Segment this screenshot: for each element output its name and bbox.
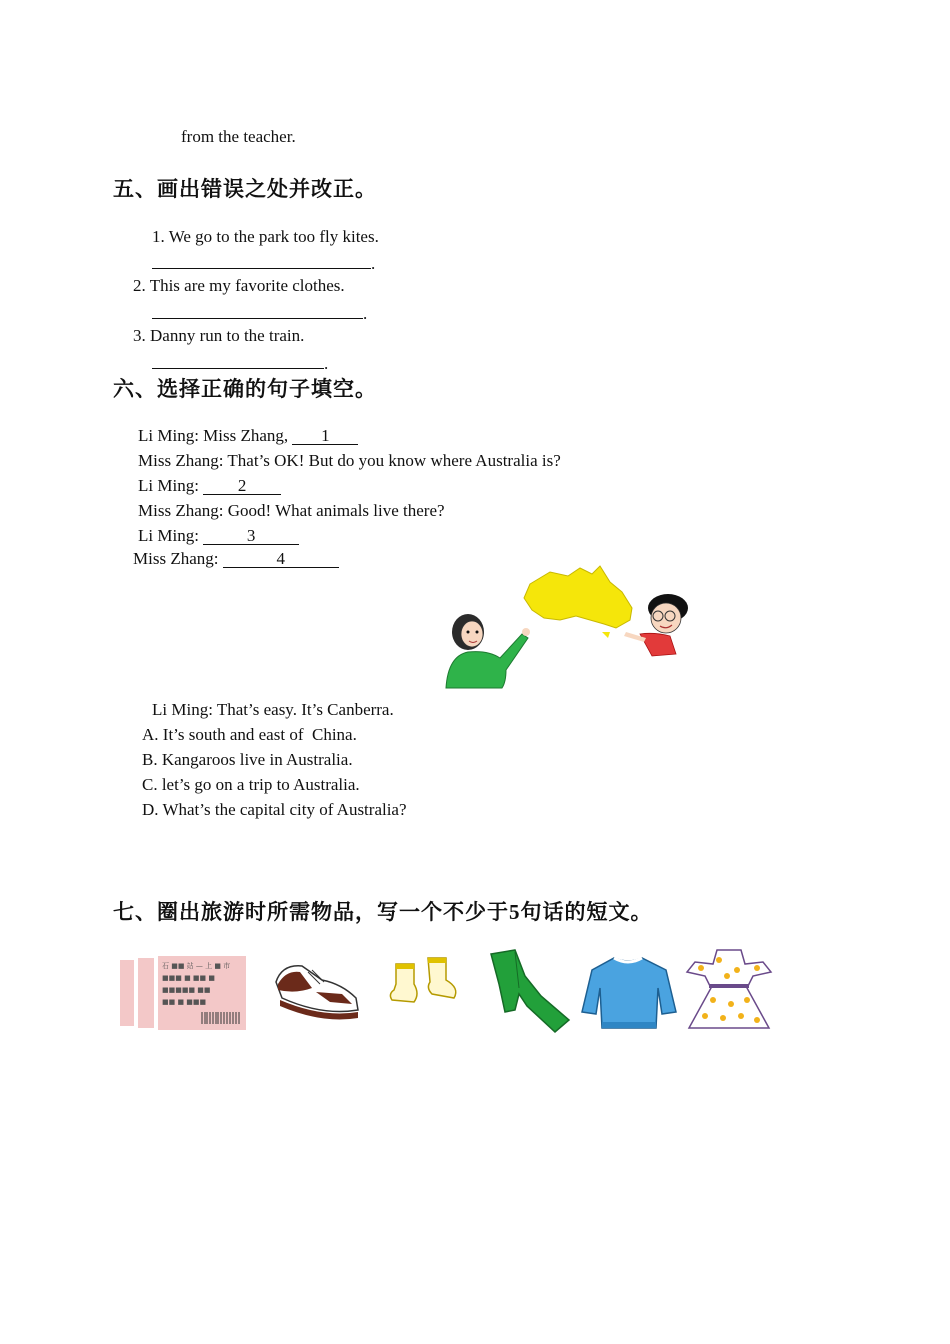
answer-line-1-period: . (371, 254, 376, 273)
answer-line-2[interactable] (152, 318, 363, 319)
section-6-heading: 六、选择正确的句子填空。 (113, 377, 377, 401)
error-item-1: 1. We go to the park too fly kites. (152, 227, 379, 246)
section-7-heading (113, 896, 653, 926)
dialogue-line-3 (138, 476, 281, 496)
dialogue-line-5 (138, 526, 299, 546)
sneaker-image[interactable] (272, 954, 362, 1026)
section-7-heading-number: 5 (509, 900, 521, 924)
blank-2[interactable]: 2 (203, 477, 281, 495)
boy-figure (624, 594, 688, 656)
girl-figure (446, 614, 530, 688)
svg-text:■■ ■ ■■■: ■■ ■ ■■■ (162, 998, 207, 1006)
svg-text:■■■ ■ ■■ ■: ■■■ ■ ■■ ■ (162, 974, 215, 982)
answer-line-3-period: . (324, 354, 329, 373)
dialogue-speaker: Li Ming: (138, 526, 204, 545)
option-b: B. Kangaroos live in Australia. (142, 750, 353, 769)
australia-map-shape (524, 566, 632, 628)
blue-sweater-image[interactable] (580, 952, 678, 1032)
australia-map-illustration (440, 562, 702, 690)
section-5-heading: 五、画出错误之处并改正。 (113, 177, 377, 201)
answer-line-3[interactable] (152, 368, 324, 369)
dialogue-line-2: Miss Zhang: That’s OK! But do you know where Australia is? (138, 451, 561, 470)
dialogue-speaker: Miss Zhang: (133, 549, 223, 568)
error-item-2: 2. This are my favorite clothes. (133, 276, 345, 295)
blank-4[interactable]: 4 (223, 550, 339, 568)
svg-text:石 ■■ 站 — 上 ■ 市: 石 ■■ 站 — 上 ■ 市 (162, 962, 231, 970)
previous-section-continuation: from the teacher. (181, 127, 296, 146)
blank-3[interactable]: 3 (203, 527, 299, 545)
dialogue-line-6 (133, 549, 339, 569)
answer-line-2-period: . (363, 304, 368, 323)
answer-line-1[interactable] (152, 268, 371, 269)
dialogue-speaker: Li Ming: Miss Zhang, (138, 426, 293, 445)
dialogue-line-4: Miss Zhang: Good! What animals live there? (138, 501, 445, 520)
blank-1[interactable]: 1 (292, 427, 358, 445)
dialogue-speaker: Li Ming: (138, 476, 204, 495)
error-item-3: 3. Danny run to the train. (133, 326, 305, 345)
dialogue-line-1 (138, 426, 358, 446)
option-c: C. let’s go on a trip to Australia. (142, 775, 360, 794)
svg-text:■■■■■ ■■: ■■■■■ ■■ (162, 986, 211, 994)
socks-image[interactable] (384, 954, 466, 1020)
section-7-heading-post: 句话的短文。 (520, 900, 653, 924)
option-a: A. It’s south and east of China. (142, 725, 357, 744)
train-ticket-image[interactable] (118, 954, 248, 1032)
dialogue-final-line: Li Ming: That’s easy. It’s Canberra. (152, 700, 394, 719)
flower-dress-image[interactable] (683, 944, 775, 1036)
green-pants-image[interactable] (485, 948, 573, 1034)
option-d: D. What’s the capital city of Australia? (142, 800, 407, 819)
section-7-heading-pre: 七、圈出旅游时所需物品，写一个不少于 (113, 900, 509, 924)
